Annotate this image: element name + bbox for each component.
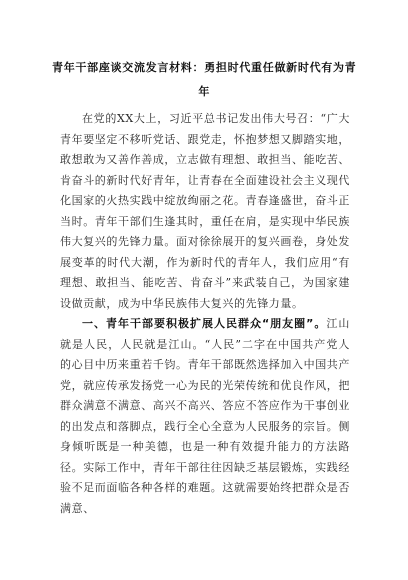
paragraph-text: 在党的XX大上，习近平总书记发出伟大号召：“广大青年要坚定不移听党话、跟党走，怀抱梦想又脚踏实地，敢想敢为又善作善成，立志做有理想、敢担当、能吃苦、肯奋斗的新时代好青年，让青春在全面建设社会主义现代化国家的火热实践中绽放绚丽之花。青春逢盛世，奋斗正当时。青年干部们生逢其时，重任在肩，是实现中华民族伟大复兴的先锋力量。面对徐徐展开的复兴画卷，身处发展变革的时代大潮，作为新时代的青年人，我们应用“有理想、敢担当、能吃苦、肯奋斗”来武装自己，为国家建设做贡献，成为中华民族伟大复兴的先锋力量。 — [60, 112, 350, 310]
document-title: 青年干部座谈交流发言材料：勇担时代重任做新时代有为青年 — [52, 61, 356, 98]
document-body — [60, 109, 350, 519]
paragraph-section-1 — [60, 314, 350, 519]
paragraph-intro — [60, 109, 350, 314]
paragraph-text: 江山就是人民，人民就是江山。“人民”二字在中国共产党人的心目中历来重若千钧。青年干部既然选择加入中国共产党，就应传承发扬党一心为民的光荣传统和优良作风，把群众满意不满意、高兴不高兴、答应不答应作为干事创业的出发点和落脚点，践行全心全意为人民服务的宗旨。侧身倾听既是一种美德，也是一种有效提升能力的方法路径。实际工作中，青年干部往往因缺乏基层锻炼，实践经验不足而面临各种各样的难题。这就需要始终把群众是否满意、 — [60, 317, 351, 515]
section-heading: 一、青年干部要积极扩展人民群众“朋友圈”。 — [82, 317, 327, 330]
